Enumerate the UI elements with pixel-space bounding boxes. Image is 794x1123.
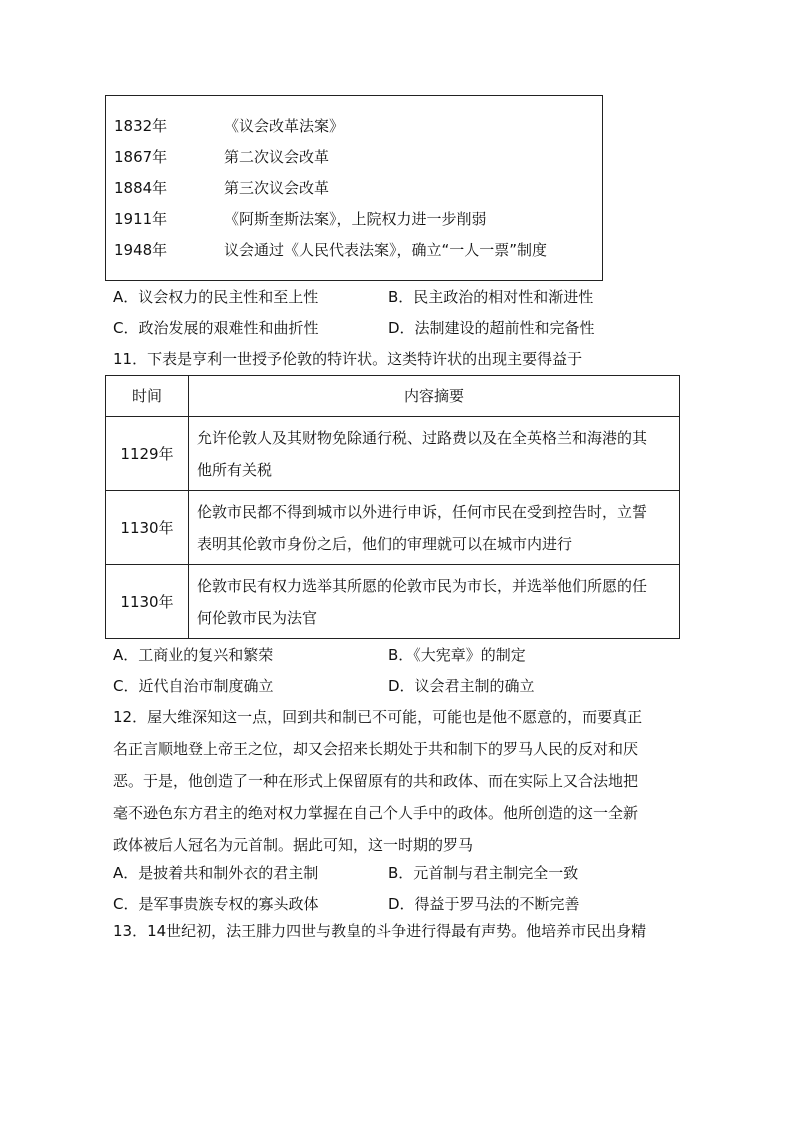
q11-stem: 11．下表是亨利一世授予伦敦的特许状。这类特许状的出现主要得益于 [113,350,583,368]
content-line: 他所有关税 [197,460,273,479]
cell-time: 1129年 [106,417,189,491]
q11-option-b: B．《大宪章》的制定 [388,646,526,664]
timeline-event: 议会通过《人民代表法案》，确立“一人一票”制度 [224,241,548,259]
q12-line: 名正言顺地登上帝王之位，却又会招来长期处于共和制下的罗马人民的反对和厌 [113,740,639,758]
timeline-event: 第三次议会改革 [224,179,330,197]
q10-option-b: B．民主政治的相对性和渐进性 [388,288,594,306]
content-line: 伦敦市民都不得到城市以外进行申诉，任何市民在受到控告时，立誓 [197,502,648,521]
q12-option-d: D．得益于罗马法的不断完善 [388,895,580,913]
cell-time: 1130年 [106,565,189,639]
q13-stem: 13．14世纪初，法王腓力四世与教皇的斗争进行得最有声势。他培养市民出身精 [113,922,647,940]
q11-option-d: D．议会君主制的确立 [388,677,535,695]
q12-line: 毫不逊色东方君主的绝对权力掌握在自己个人手中的政体。他所创造的这一全新 [113,804,639,822]
q11-option-a: A．工商业的复兴和繁荣 [113,646,274,664]
table-row [106,491,680,565]
cell-content [189,417,680,491]
q11-option-c: C．近代自治市制度确立 [113,677,274,695]
q10-option-c: C．政治发展的艰难性和曲折性 [113,319,319,337]
timeline-row [114,178,329,198]
timeline-row [114,116,344,136]
cell-content [189,491,680,565]
content-line: 允许伦敦人及其财物免除通行税、过路费以及在全英格兰和海港的其 [197,428,648,447]
content-line: 何伦敦市民为法官 [197,608,318,627]
q12-line: 政体被后人冠名为元首制。据此可知，这一时期的罗马 [113,836,474,854]
timeline-year: 1948年 [114,241,168,259]
header-time: 时间 [106,376,189,417]
q12-option-a: A．是披着共和制外衣的君主制 [113,864,319,882]
timeline-event: 《阿斯奎斯法案》，上院权力进一步削弱 [224,210,487,228]
cell-time: 1130年 [106,491,189,565]
header-content: 内容摘要 [189,376,680,417]
cell-content [189,565,680,639]
timeline-box [105,95,603,281]
timeline-row [114,240,547,260]
content-line: 伦敦市民有权力选举其所愿的伦敦市民为市长，并选举他们所愿的任 [197,576,648,595]
timeline-event: 第二次议会改革 [224,148,330,166]
q10-option-d: D．法制建设的超前性和完备性 [388,319,595,337]
q12-stem [113,701,683,861]
charter-table [105,375,680,639]
q12-line: 12．屋大维深知这一点，回到共和制已不可能，可能也是他不愿意的，而要真正 [113,708,643,726]
table-row [106,417,680,491]
timeline-row [114,209,487,229]
timeline-year: 1832年 [114,117,168,135]
timeline-year: 1911年 [114,210,168,228]
timeline-year: 1884年 [114,179,168,197]
content-line: 表明其伦敦市身份之后，他们的审理就可以在城市内进行 [197,534,573,553]
q12-line: 恶。于是，他创造了一种在形式上保留原有的共和政体、而在实际上又合法地把 [113,772,639,790]
timeline-year: 1867年 [114,148,168,166]
timeline-row [114,147,329,167]
q12-option-c: C．是军事贵族专权的寡头政体 [113,895,319,913]
table-row [106,565,680,639]
timeline-event: 《议会改革法案》 [224,117,345,135]
q12-option-b: B．元首制与君主制完全一致 [388,864,579,882]
table-header-row [106,376,680,417]
q10-option-a: A．议会权力的民主性和至上性 [113,288,319,306]
